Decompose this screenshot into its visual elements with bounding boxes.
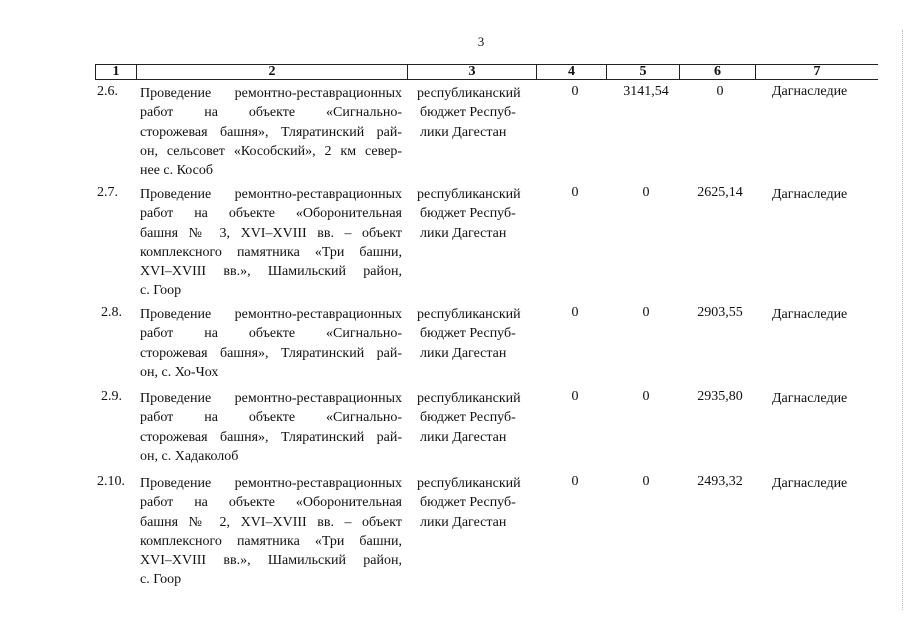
row-source: республиканский бюджет Респуб- лики Дагестан — [417, 187, 521, 241]
row-executor: Дагнаследие — [772, 187, 848, 202]
row-number: 2.10. — [97, 474, 125, 489]
row-executor: Дагнаследие — [772, 476, 848, 491]
row-value-4: 0 — [571, 389, 579, 404]
row-number: 2.9. — [101, 389, 122, 404]
header-cell-7: 7 — [813, 64, 821, 79]
row-value-4: 0 — [571, 185, 579, 200]
row-description: Проведение ремонтно-реставрационных работ на объекте «Оборонительная башня № 2, XVI–XVIII вв. – объект комплексного памятника «Три башни, XVI–XVIII вв.», Шамильский район, с. Гоор — [140, 476, 402, 588]
page-number: 3 — [477, 34, 485, 49]
row-number: 2.8. — [101, 305, 122, 320]
row-description: Проведение ремонтно-реставрационных работ на объекте «Сигнально- сторожевая башня», Тляратинский рай- он, с. Хо-Чох — [140, 307, 402, 380]
header-cell-1: 1 — [95, 65, 137, 79]
row-value-6: 0 — [716, 84, 724, 99]
row-value-6: 2903,55 — [697, 305, 743, 320]
row-value-6: 2935,80 — [697, 389, 743, 404]
row-value-5: 0 — [642, 305, 650, 320]
row-description: Проведение ремонтно-реставрационных работ на объекте «Сигнально- сторожевая башня», Тляратинский рай- он, сельсовет «Кособский», 2 км север- нее с. Кособ — [140, 86, 402, 179]
scan-edge-marks — [900, 30, 903, 610]
header-cell-4: 4 — [537, 65, 607, 79]
row-description: Проведение ремонтно-реставрационных работ на объекте «Оборонительная башня № 3, XVI–XVIII вв. – объект комплексного памятника «Три башни, XVI–XVIII вв.», Шамильский район, с. Гоор — [140, 187, 402, 299]
row-source: республиканский бюджет Респуб- лики Дагестан — [417, 86, 521, 140]
row-description: Проведение ремонтно-реставрационных работ на объекте «Сигнально- сторожевая башня», Тляратинский рай- он, с. Хадаколоб — [140, 391, 402, 464]
row-value-4: 0 — [571, 474, 579, 489]
row-executor: Дагнаследие — [772, 391, 848, 406]
header-cell-5: 5 — [607, 65, 680, 79]
row-executor: Дагнаследие — [772, 84, 848, 99]
header-cell-2: 2 — [137, 65, 408, 79]
row-source: республиканский бюджет Респуб- лики Дагестан — [417, 391, 521, 445]
row-source: республиканский бюджет Респуб- лики Дагестан — [417, 307, 521, 361]
row-value-5: 0 — [642, 474, 650, 489]
row-value-5: 0 — [642, 185, 650, 200]
header-cell-3: 3 — [408, 65, 537, 79]
row-value-4: 0 — [571, 305, 579, 320]
row-executor: Дагнаследие — [772, 307, 848, 322]
row-value-6: 2625,14 — [697, 185, 743, 200]
table-header — [95, 64, 878, 80]
row-value-6: 2493,32 — [697, 474, 743, 489]
row-value-5: 3141,54 — [623, 84, 669, 99]
row-value-5: 0 — [642, 389, 650, 404]
header-cell-6: 6 — [680, 65, 756, 79]
row-value-4: 0 — [571, 84, 579, 99]
row-number: 2.7. — [97, 185, 118, 200]
row-source: республиканский бюджет Респуб- лики Дагестан — [417, 476, 521, 530]
row-number: 2.6. — [97, 84, 118, 99]
